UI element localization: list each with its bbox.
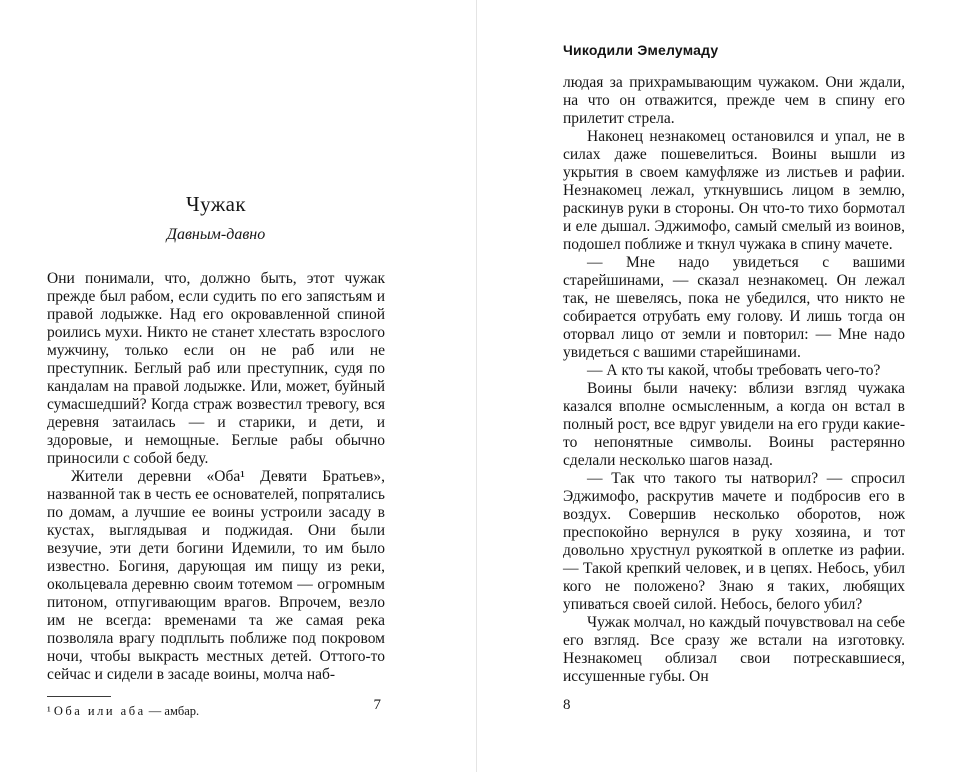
paragraph: Наконец незнакомец остановился и упал, не в силах даже пошевелиться. Воины вышли из укрытия в своем камуфляже из листьев и рафии. Незнакомец лежал, уткнувшись лицом в землю, раскинув руки в стороны. Он что-то тихо бормотал и еле дышал. Эджимофо, самый смелый из воинов, подошел поближе и ткнул чужака в спину мачете. [563,128,905,253]
page-number-left: 7 [373,697,381,713]
right-page-body [563,74,905,686]
paragraph: — А кто ты какой, чтобы требовать чего-то? [587,362,881,379]
footnote-rule [47,696,111,697]
footnote-block [47,696,385,719]
paragraph: людая за прихрамывающим чужаком. Они ждали, на что он отважится, прежде чем в спину его прилетит стрела. [563,74,905,127]
footnote-term: Оба или аба [53,704,146,718]
paragraph: Они понимали, что, должно быть, этот чужак прежде был рабом, если судить по его запястьям и правой лодыжке. Над его окровавленной спиной роились мухи. Никто не станет хлестать взрослого мужчину, только если он не раб или не преступник. Беглый раб или преступник, судя по кандалам на правой лодыжке. Или, может, буйный сумасшедший? Когда страж возвестил тревогу, вся деревня затаилась — и старики, и дети, и здоровые, и немощные. Беглые рабы обычно приносили с собой беду. [47,270,385,467]
running-header: Чикодили Эмелумаду [563,42,719,58]
paragraph: Воины были начеку: вблизи взгляд чужака казался вполне осмысленным, а когда он встал в полный рост, все вдруг увидели на его груди какие-то непонятные символы. Воины растерянно сделали несколько шагов назад. [563,380,905,469]
right-page [476,0,953,772]
page-number-right: 8 [563,697,571,713]
footnote-text: — амбар. [148,704,200,718]
left-page [0,0,476,772]
paragraph: — Мне надо увидеться с вашими старейшинами, — сказал незнакомец. Он лежал так, не шевелясь, пока не убедился, что никто не собирается отрубать ему голову. И лишь тогда он оторвал лицо от земли и повторил: — Мне надо увидеться с вашими старейшинами. [563,254,905,361]
chapter-subtitle: Давным-давно [166,226,266,243]
paragraph: — Так что такого ты натворил? — спросил Эджимофо, раскрутив мачете и подбросив его в воздух. Совершив несколько оборотов, нож преспокойно вернулся в руку хозяина, и тот довольно хрустнул рукояткой в оплетке из рафии. — Такой крепкий человек, и в цепях. Небось, убил кого не положено? Знаю я таких, любящих упиваться своей силой. Небось, белого убил? [563,470,905,613]
footnote-marker: ¹ [47,704,51,718]
chapter-title: Чужак [186,192,246,216]
page-divider [476,0,477,772]
paragraph: Чужак молчал, но каждый почувствовал на себе его взгляд. Все сразу же встали на изготовку. Незнакомец облизал свои потрескавшиеся, иссушенные губы. Он [563,614,905,685]
left-page-body [47,270,385,684]
paragraph: Жители деревни «Оба¹ Девяти Братьев», названной так в честь ее основателей, попрятались по домам, а лучшие ее воины устроили засаду в кустах, выглядывая и поджидая. Они были везучие, эти дети богини Идемили, то им было известно. Богиня, дарующая им пищу из реки, окольцевала деревню своим тотемом — огромным питоном, отпугивающим врагов. Впрочем, везло им не всегда: временами та же самая река позволяла врагу подплыть поближе под покровом ночи, чтобы выкрасть местных детей. Оттого-то сейчас и сидели в засаде воины, молча наб- [47,468,385,683]
footnote [47,704,385,719]
